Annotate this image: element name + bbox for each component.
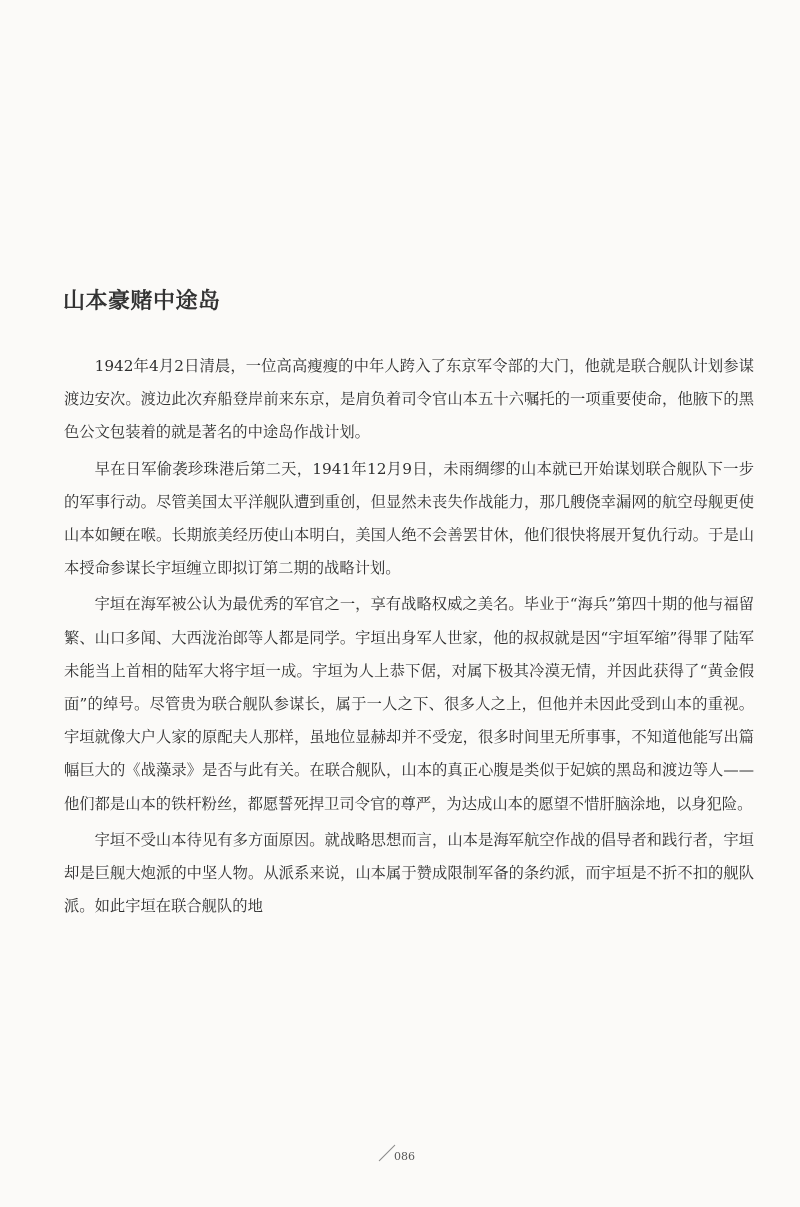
paragraph-3: 宇垣在海军被公认为最优秀的军官之一，享有战略权威之美名。毕业于“海兵”第四十期的他与福留繁、山口多闻、大西泷治郎等人都是同学。宇垣出身军人世家，他的叔叔就是因“宇垣军缩”得罪了陆军未能当上首相的陆军大将宇垣一成。宇垣为人上恭下倨，对属下极其冷漠无情，并因此获得了“黄金假面”的绰号。尽管贵为联合舰队参谋长，属于一人之下、很多人之上，但他并未因此受到山本的重视。宇垣就像大户人家的原配夫人那样，虽地位显赫却并不受宠，很多时间里无所事事，不知道他能写出篇幅巨大的《战藻录》是否与此有关。在联合舰队，山本的真正心腹是类似于妃嫔的黑岛和渡边等人——他们都是山本的铁杆粉丝，都愿誓死捍卫司令官的尊严，为达成山本的愿望不惜肝脑涂地，以身犯险。	[64, 595, 754, 813]
body-text	[64, 350, 754, 926]
paragraph-2: 早在日军偷袭珍珠港后第二天，1941年12月9日，未雨绸缪的山本就已开始谋划联合舰队下一步的军事行动。尽管美国太平洋舰队遭到重创，但显然未丧失作战能力，那几艘侥幸漏网的航空母舰更使山本如鲠在喉。长期旅美经历使山本明白，美国人绝不会善罢甘休，他们很快将展开复仇行动。于是山本授命参谋长宇垣缠立即拟订第二期的战略计划。	[64, 459, 754, 578]
paragraph-4: 宇垣不受山本待见有多方面原因。就战略思想而言，山本是海军航空作战的倡导者和践行者，宇垣却是巨舰大炮派的中坚人物。从派系来说，山本属于赞成限制军备的条约派，而宇垣是不折不扣的舰队派。如此宇垣在联合舰队的地	[64, 830, 754, 916]
page-footer	[0, 1142, 800, 1172]
paragraph-1: 1942年4月2日清晨，一位高高瘦瘦的中年人跨入了东京军令部的大门，他就是联合舰队计划参谋渡边安次。渡边此次弃船登岸前来东京，是肩负着司令官山本五十六嘱托的一项重要使命，他腋下的黑色公文包装着的就是著名的中途岛作战计划。	[64, 357, 754, 442]
chapter-title: 山本豪赌中途岛	[63, 289, 221, 314]
page-number: 086	[394, 1150, 415, 1163]
